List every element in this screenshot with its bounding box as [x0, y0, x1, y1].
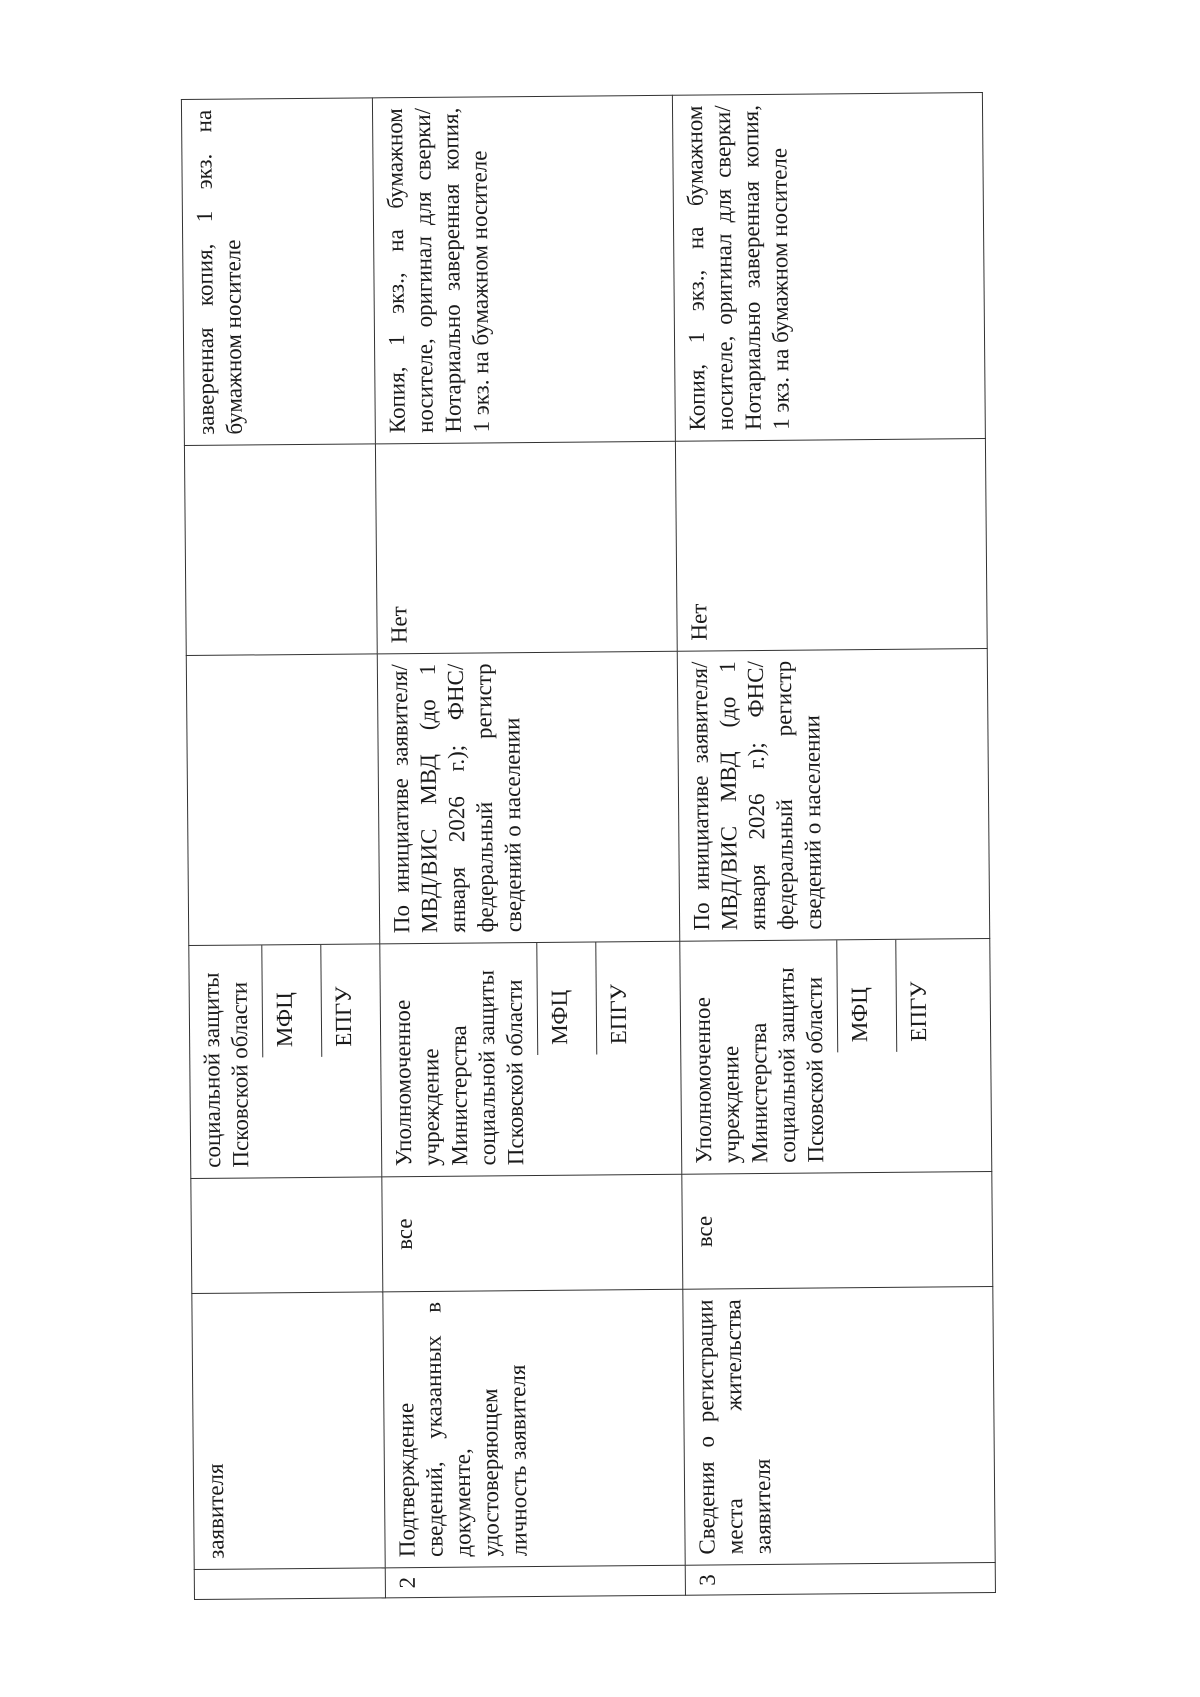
agency-sub-mfc: МФЦ	[261, 945, 321, 1058]
originals-required	[184, 444, 377, 656]
agency-name: социальной защиты Псковской области	[198, 972, 254, 1168]
agency-sub-epgu: ЕПГУ	[320, 944, 380, 1057]
agency-name: Уполномоченное учреждение Министерства социальной защиты Псковской области	[689, 967, 829, 1164]
document-requirements: заверенная копия, 1 экз. на бумажном носителе	[181, 98, 375, 446]
table-row	[672, 93, 995, 1596]
document-name: Подтверждение сведений, указанных в документе, удостоверяющем личность заявителя	[383, 1289, 685, 1568]
applicant-category	[191, 1177, 383, 1294]
table-row	[372, 95, 685, 1598]
agency-sub-mfc: МФЦ	[537, 942, 597, 1055]
row-number	[194, 1568, 385, 1600]
applicant-category: все	[382, 1174, 683, 1292]
document-source: По инициативе заявителя/МВД/ВИС МВД (до 1 января 2026 г.); ФНС/федеральный регистр сведений о населении	[377, 651, 680, 944]
document-page	[181, 93, 1054, 1600]
agency-sub-epgu: ЕПГУ	[896, 939, 956, 1052]
agency-sub-epgu: ЕПГУ	[596, 942, 656, 1055]
document-requirements: Копия, 1 экз., на бумажном носителе, оригинал для сверки/Нотариально заверенная копия, 1 экз. на бумажном носителе	[372, 95, 675, 444]
document-source: По инициативе заявителя/МВД/ВИС МВД (до 1 января 2026 г.); ФНС/федеральный регистр сведений о населении	[677, 649, 990, 942]
agency-cell	[680, 939, 992, 1175]
document-source	[186, 654, 380, 946]
originals-required: Нет	[376, 441, 678, 654]
agency-name: Уполномоченное учреждение Министерства социальной защиты Псковской области	[389, 969, 529, 1167]
applicant-category: все	[682, 1172, 993, 1290]
documents-table	[181, 92, 996, 1600]
document-requirements: Копия, 1 экз., на бумажном носителе, оригинал для сверки/Нотариально заверенная копия, 1 экз. на бумажном носителе	[672, 93, 985, 442]
agency-cell	[189, 944, 382, 1179]
agency-cell	[380, 941, 682, 1177]
row-number: 2	[385, 1565, 685, 1598]
row-number: 3	[685, 1563, 995, 1596]
table-row	[181, 98, 385, 1600]
document-name: заявителя	[192, 1292, 385, 1570]
originals-required: Нет	[676, 439, 988, 652]
agency-sub-mfc: МФЦ	[837, 940, 897, 1053]
document-name: Сведения о регистрации места жительства заявителя	[683, 1287, 995, 1566]
